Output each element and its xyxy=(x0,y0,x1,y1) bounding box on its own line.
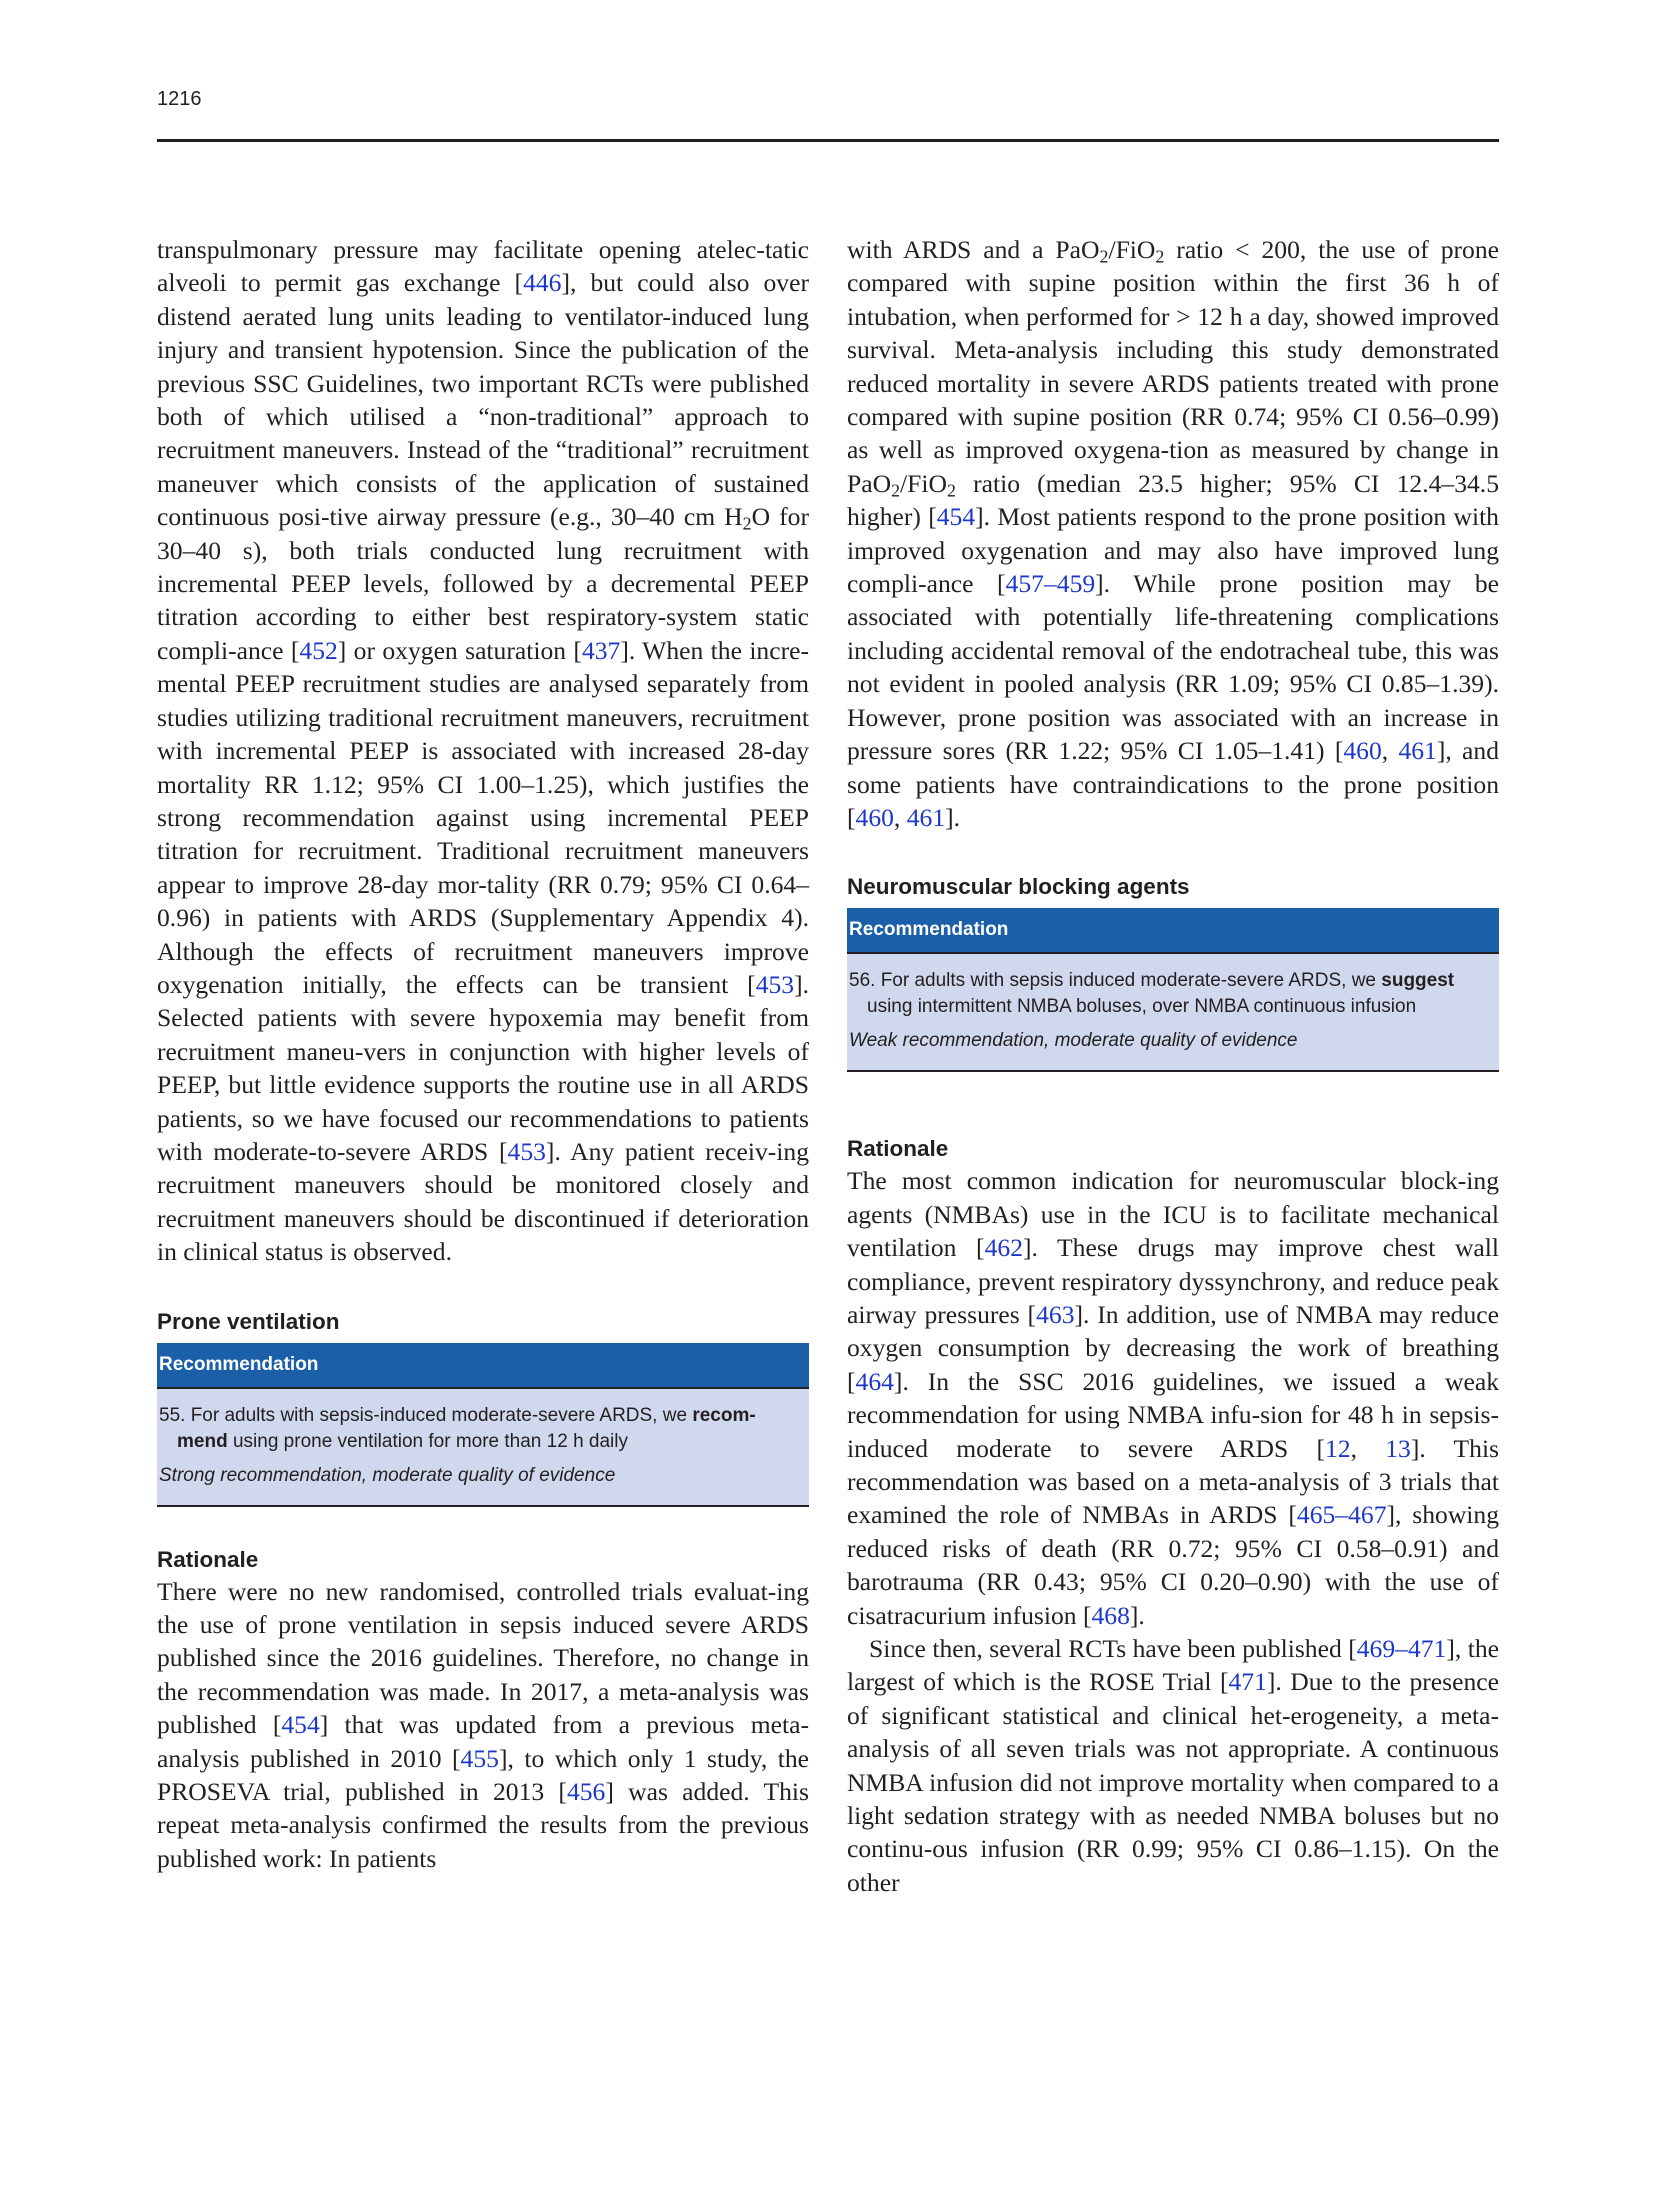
citation-link[interactable]: 456 xyxy=(566,1777,606,1807)
text-run: ]. In the SSC 2016 guidelines, we issued a weak recommendation for using NMBA infu-sion for 48 h in sepsis-induced moderate to severe ARDS [ xyxy=(847,1366,1499,1463)
citation-link[interactable]: 452 xyxy=(299,635,338,665)
body-paragraph xyxy=(157,233,809,1269)
subscript: 2 xyxy=(742,513,752,534)
text-run: ratio < 200, the use of prone compared with supine position within the first 36 h of intubation, when performed for > 12 h a day, showed improved survival. Meta-analysis including this study demonstrated reduced mortality in severe ARDS patients treated with prone compared with supine position (RR 0.74; 95% CI 0.56–0.99) as well as improved oxygena-tion as measured by change in PaO xyxy=(847,235,1500,498)
citation-link[interactable]: 468 xyxy=(1091,1600,1130,1630)
citation-link[interactable]: 465–467 xyxy=(1296,1500,1387,1530)
citation-link[interactable]: 12 xyxy=(1325,1433,1351,1463)
recommendation-strength: recom-mend xyxy=(177,1404,756,1452)
body-paragraph xyxy=(847,1164,1499,1632)
text-run: with ARDS and a PaO xyxy=(847,235,1100,264)
citation-link[interactable]: 460 xyxy=(855,802,894,832)
recommendation-text xyxy=(159,1403,797,1455)
text-run: ]. While prone position may be associated with potentially life-threatening complications including accidental removal of the endotracheal tube, this was not evident in pooled analysis (RR 1.09; 95% CI 0.85–1.39). However, prone position was associated with an increase in pressure sores (RR 1.22; 95% CI 1.05–1.41) [ xyxy=(847,569,1499,766)
recommendation-header: Recommendation xyxy=(157,1343,809,1387)
page-number: 1216 xyxy=(157,88,202,110)
text-run: ]. Any patient receiv-ing recruitment maneuvers should be monitored closely and recruitment maneuvers should be discontinued if deterioration in clinical status is observed. xyxy=(157,1136,809,1267)
left-column xyxy=(157,233,809,1875)
recommendation-text-after: using prone ventilation for more than 12 h daily xyxy=(232,1430,628,1452)
citation-link[interactable]: 454 xyxy=(281,1710,320,1740)
text-run: ], showing reduced risks of death (RR 0.72; 95% CI 0.58–0.91) and barotrauma (RR 0.43; 95% CI 0.20–0.90) with the use of cisatracurium infusion [ xyxy=(847,1500,1500,1630)
text-run: , xyxy=(893,802,907,832)
recommendation-text-before: For adults with sepsis-induced moderate-severe ARDS, we xyxy=(190,1404,688,1426)
header-rule xyxy=(157,139,1499,142)
text-run: ]. Most patients respond to the prone position with improved oxygenation and may also have improved lung compli-ance [ xyxy=(847,502,1499,599)
citation-link[interactable]: 455 xyxy=(460,1743,499,1773)
text-run: ], and some patients have contraindications to the prone position [ xyxy=(847,736,1499,832)
text-run: The most common indication for neuromuscular block-ing agents (NMBAs) use in the ICU is to facilitate mechanical ventilation [ xyxy=(847,1166,1499,1263)
text-run: transpulmonary pressure may facilitate opening atelec-tatic alveoli to permit gas exchange [ xyxy=(157,235,809,298)
citation-link[interactable]: 454 xyxy=(936,502,976,532)
citation-link[interactable]: 461 xyxy=(906,802,946,832)
text-run: ]. When the incre-mental PEEP recruitment studies are analysed separately from studies utilizing traditional recruitment maneuvers, recruitment with incremental PEEP is associated with increased 28-day mortality RR 1.12; 95% CI 1.00–1.25), which justifies the strong recommendation against using incremental PEEP titration for recruitment. Traditional recruitment maneuvers appear to improve 28-day mor-tality (RR 0.79; 95% CI 0.64–0.96) in patients with ARDS (Supplementary Appendix 4). Although the effects of recruitment maneuvers improve oxygenation initially, the effects can be transient [ xyxy=(157,635,809,999)
recommendation-box-56 xyxy=(847,908,1499,1072)
body-paragraph xyxy=(847,233,1499,834)
text-run: ], to which only 1 study, the PROSEVA trial, published in 2013 [ xyxy=(157,1743,809,1807)
recommendation-content xyxy=(157,1387,809,1505)
section-heading-neuromuscular-blocking-agents: Neuromuscular blocking agents xyxy=(847,874,1190,900)
recommendation-text-after: using intermittent NMBA boluses, over NMBA continuous infusion xyxy=(867,996,1417,1018)
right-column xyxy=(847,233,1499,1899)
recommendation-header: Recommendation xyxy=(847,908,1499,952)
section-heading-rationale: Rationale xyxy=(157,1546,259,1572)
body-paragraph xyxy=(847,1632,1499,1899)
citation-link[interactable]: 471 xyxy=(1228,1667,1267,1697)
citation-link[interactable]: 13 xyxy=(1385,1433,1411,1463)
citation-link[interactable]: 446 xyxy=(523,268,562,298)
citation-link[interactable]: 437 xyxy=(581,635,621,665)
text-run: ] that was updated from a previous meta-analysis published in 2010 [ xyxy=(157,1710,809,1773)
citation-link[interactable]: 460 xyxy=(1343,736,1382,766)
subscript: 2 xyxy=(891,480,901,501)
text-run: ]. xyxy=(945,802,961,832)
recommendation-text xyxy=(849,968,1487,1020)
subscript: 2 xyxy=(1155,246,1165,267)
citation-link[interactable]: 469–471 xyxy=(1356,1634,1447,1663)
text-run: ]. Due to the presence of significant statistical and clinical het-erogeneity, a meta-analysis of all seven trials was not appropriate. A continuous NMBA infusion did not improve mortality when compared to a light sedation strategy with as needed NMBA boluses but no continu-ous infusion (RR 0.99; 95% CI 0.86–1.15). On the other xyxy=(847,1667,1499,1897)
text-run: , xyxy=(1350,1433,1386,1463)
subscript: 2 xyxy=(946,480,956,501)
text-run: O for 30–40 s), both trials conducted lung recruitment with incremental PEEP levels, followed by a decremental PEEP titration according to either best respiratory-system static compli-ance [ xyxy=(157,502,809,665)
recommendation-number: 55. xyxy=(159,1404,186,1426)
citation-link[interactable]: 461 xyxy=(1398,736,1437,766)
text-run: ]. In addition, use of NMBA may reduce oxygen consumption by decreasing the work of breathing [ xyxy=(847,1299,1499,1396)
text-run: ratio (median 23.5 higher; 95% CI 12.4–34.5 higher) [ xyxy=(847,468,1499,532)
section-heading-prone-ventilation: Prone ventilation xyxy=(157,1308,340,1334)
citation-link[interactable]: 457–459 xyxy=(1005,569,1096,599)
text-run: ], the largest of which is the ROSE Trial [ xyxy=(847,1634,1499,1697)
citation-link[interactable]: 463 xyxy=(1036,1299,1075,1329)
recommendation-grade: Weak recommendation, moderate quality of evidence xyxy=(849,1030,1298,1052)
text-run: ] was added. This repeat meta-analysis confirmed the results from the previous published work: In patients xyxy=(157,1777,809,1873)
recommendation-text-before: For adults with sepsis induced moderate-severe ARDS, we xyxy=(880,970,1376,992)
citation-link[interactable]: 462 xyxy=(984,1233,1023,1263)
subscript: 2 xyxy=(1099,246,1109,267)
body-paragraph xyxy=(157,1575,809,1876)
recommendation-box-55 xyxy=(157,1343,809,1507)
citation-link[interactable]: 464 xyxy=(855,1366,894,1396)
text-run: ]. These drugs may improve chest wall compliance, prevent respiratory dyssynchrony, and reduce peak airway pressures [ xyxy=(847,1233,1500,1329)
text-run: There were no new randomised, controlled trials evaluat-ing the use of prone ventilation in sepsis induced severe ARDS published since the 2016 guidelines. Therefore, no change in the recommendation was made. In 2017, a meta-analysis was published [ xyxy=(157,1576,809,1740)
text-run: Since then, several RCTs have been published [ xyxy=(869,1634,1357,1663)
text-run: , xyxy=(1381,736,1399,766)
citation-link[interactable]: 453 xyxy=(507,1136,546,1166)
recommendation-strength: suggest xyxy=(1381,970,1455,992)
text-run: ]. xyxy=(1129,1600,1145,1630)
text-run: ]. Selected patients with severe hypoxemia may benefit from recruitment maneu-vers in conjunction with higher levels of PEEP, but little evidence supports the routine use in all ARDS patients, so we have focused our recommendations to patients with moderate-to-severe ARDS [ xyxy=(157,969,809,1166)
text-run: ], but could also over distend aerated lung units leading to ventilator-induced lung injury and transient hypotension. Since the publication of the previous SSC Guidelines, two important RCTs were published both of which utilised a “non-traditional” approach to recruitment maneuvers. Instead of the “traditional” recruitment maneuver which consists of the application of sustained continuous posi-tive airway pressure (e.g., 30–40 cm H xyxy=(157,268,809,532)
recommendation-grade: Strong recommendation, moderate quality of evidence xyxy=(159,1464,616,1486)
text-run: ]. This recommendation was based on a meta-analysis of 3 trials that examined the role of NMBAs in ARDS [ xyxy=(847,1433,1500,1530)
text-run: ] or oxygen saturation [ xyxy=(337,635,582,665)
text-run: /FiO xyxy=(1108,235,1156,264)
section-heading-rationale: Rationale xyxy=(847,1136,949,1162)
citation-link[interactable]: 453 xyxy=(755,969,795,999)
text-run: /FiO xyxy=(900,468,947,498)
recommendation-content xyxy=(847,952,1499,1070)
recommendation-number: 56. xyxy=(849,970,876,992)
